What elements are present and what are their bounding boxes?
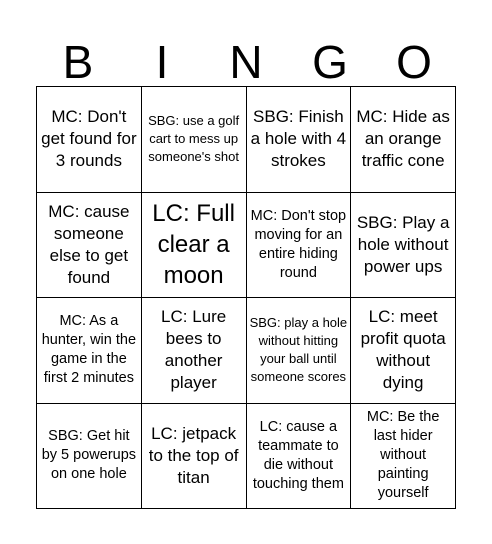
bingo-header <box>36 38 456 86</box>
bingo-cell[interactable]: SBG: Get hit by 5 powerups on one hole <box>37 404 142 510</box>
bingo-cell[interactable]: LC: jetpack to the top of titan <box>142 404 247 510</box>
bingo-grid <box>36 86 456 509</box>
bingo-cell[interactable]: SBG: Finish a hole with 4 strokes <box>247 87 352 193</box>
bingo-cell[interactable]: SBG: use a golf cart to mess up someone's shot <box>142 87 247 193</box>
header-letter-n: N <box>229 36 263 88</box>
bingo-cell[interactable]: LC: Full clear a moon <box>142 193 247 299</box>
bingo-cell[interactable]: MC: Be the last hider without painting yourself <box>351 404 456 510</box>
header-letter-g: G <box>312 36 348 88</box>
header-letter-o: O <box>396 36 432 88</box>
bingo-cell[interactable]: SBG: Play a hole without power ups <box>351 193 456 299</box>
bingo-cell[interactable]: MC: Hide as an orange traffic cone <box>351 87 456 193</box>
bingo-cell[interactable]: MC: Don't stop moving for an entire hiding round <box>247 193 352 299</box>
header-letter-b: B <box>62 36 94 88</box>
header-letter-i: I <box>155 36 169 88</box>
bingo-cell[interactable]: MC: cause someone else to get found <box>37 193 142 299</box>
bingo-cell[interactable]: MC: Don't get found for 3 rounds <box>37 87 142 193</box>
bingo-cell[interactable]: MC: As a hunter, win the game in the first 2 minutes <box>37 298 142 404</box>
bingo-cell[interactable]: LC: meet profit quota without dying <box>351 298 456 404</box>
bingo-cell[interactable]: LC: cause a teammate to die without touching them <box>247 404 352 510</box>
bingo-cell[interactable]: LC: Lure bees to another player <box>142 298 247 404</box>
bingo-cell[interactable]: SBG: play a hole without hitting your ball until someone scores <box>247 298 352 404</box>
